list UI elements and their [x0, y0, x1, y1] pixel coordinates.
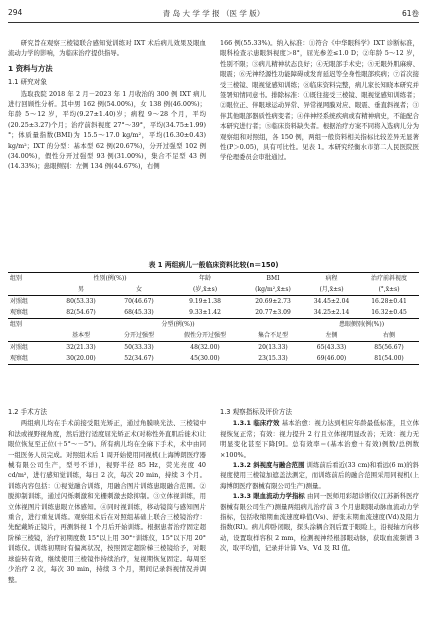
th-type: 分型(例(%)) [161, 321, 195, 328]
th-angle-unit: (°,x̄±s) [359, 284, 419, 296]
right-column-top [220, 38, 419, 163]
journal-title: 青 岛 大 学 学 报 （医 学 版） [162, 9, 265, 18]
th-left: 左侧 [304, 330, 359, 342]
th-sex: 性别(例(%)) [52, 273, 168, 285]
table-row: 对照组 80(53.33) 70(46.67) 9.19±1.38 20.69±2.73 34.45±2.04 16.28±0.41 [10, 298, 407, 305]
hemodynamics-text: 由同一医师用彩超诊断仪(江苏新科医疗器械有限公司生产)测量两组病儿治疗前 3 个月患眼眼动脉血流动力学指标，包括收缩期血流速度峰值(Vs)、舒张末期血流速度(Vd)及阻力指数(RI)。病儿仰卧闭眼，探头涂耦合剂后置于眼睑上，沿视轴方向移动，设置取样容积 2 mm，检测视神经根部眼动脉，获取血流频谱 3 次，取平均值，记录并计算 Vs、Vd 及 RI 值。 [220, 492, 419, 553]
th-convergence: 集合不足型 [242, 330, 304, 342]
th-basic: 基本型 [52, 330, 110, 342]
th-course-unit: (月,x̄±s) [304, 284, 359, 296]
right-column-bottom [220, 404, 419, 554]
table-caption: 表 1 两组病儿一般临床资料比较(n＝150) [148, 261, 279, 269]
th-right: 右侧 [359, 330, 419, 342]
table-row: 观察组 82(54.67) 68(45.33) 9.33±1.42 20.77±3.09 34.25±2.14 16.32±0.45 [8, 307, 419, 319]
th-group-2: 组别 [10, 321, 23, 328]
subsection-1-3-2-title: 1.3.2 斜视度与融合范围 [232, 461, 305, 470]
criteria-paragraph: 166 例(55.33%)。纳入标准：①符合《中华眼科学》IXT 诊断标准，眼科检查示患眼斜视度＞8°，屈光参差≤1.0 D；②年龄 5～12 岁，性别不限；③病儿精神状态良好；④无眼部手术史；⑤无眼外肌麻痹、眼震；⑥无神经源性功能障碍或发育延迟等全身性眼部疾病；⑦首次接受三棱镜、眼视觉感知训练；⑧临床资料完整，病儿家长知晓本研究并签署知情同意书。排除标准：①既往接受三棱镜、眼视觉感知训练者；②眼位正、伴眼球运动异常、异常视网膜对应、眼震、垂直斜视者；③伴其他眼部器质性病变者；④伴神经系统疾病或有精神病史，不能配合本研究进行者；⑤临床资料缺失者。根据治疗方案不同将入选病儿分为观察组和对照组，各 150 例，两组一般资料相关指标比较差异无显著性(P＞0.05)，具有可比性。见表 1。本研究经衡水市第二人民医院医学伦理委员会审批通过。 [220, 39, 419, 162]
left-column-bottom [8, 404, 206, 585]
th-group: 组别 [8, 273, 52, 285]
subjects-paragraph: 选取我院 2018 年 2 月－2023 年 1 月收治的 300 例 IXT 病儿进行回顾性分析。其中男 162 例(54.00%)，女 138 例(46.00%)；年龄 5～12 岁，平均(9.27±1.40)岁；病程 9～28 个月，平均(20.25±3.27)个月；治疗前斜视度 27°～39°，平均(34.75±1.99)°；体质量指数(BMI)为 15.5～17.0 kg/m²，平均(16.30±0.43) kg/m²；IXT 的分型：基本型 62 例(20.67%)，分开过强型 102 例(34.00%)，假性分开过强型 93 例(31.00%)，集合不足型 43 例(14.33%)；患眼侧别：左侧 134 例(44.67%)，右侧 [8, 89, 206, 171]
running-header [8, 8, 419, 20]
table-row: 对照组 32(21.33) 50(33.33) 48(32.00) 20(13.33) 65(43.33) 85(56.67) [10, 344, 404, 351]
th-divergence: 分开过强型 [110, 330, 168, 342]
section-1-1-heading: 1.1 研究对象 [8, 78, 47, 87]
section-1-2-heading: 1.2 手术方法 [8, 408, 47, 416]
efficacy-text: 基本治愈：视力达到相应年龄最低标准，且立体视恢复正常；有效：视力提升 2 行且立体视明显改善；无效：视力无明显变化甚至下降[9]。总有效率＝(基本治愈＋有效)例数/总例数×100%。 [220, 419, 419, 459]
volume-label: 61卷 [401, 9, 419, 18]
page-number: 294 [8, 8, 23, 17]
section-1-heading: 1 资料与方法 [8, 63, 53, 73]
th-side: 患眼侧别(例(%)) [338, 321, 385, 328]
th-bmi-unit: (kg/m²,x̄±s) [242, 284, 304, 296]
subsection-1-3-3-title: 1.3.3 眼血流动力学指标 [232, 492, 305, 501]
header-rule [8, 22, 419, 23]
th-pseudo: 假性分开过强型 [168, 330, 242, 342]
th-angle: 治疗前斜视度 [359, 273, 419, 285]
left-column-top [8, 38, 206, 172]
table-1 [8, 259, 419, 365]
subsection-1-3-1-title: 1.3.1 临床疗效 [232, 419, 280, 428]
th-female: 女 [110, 284, 168, 296]
strabismus-text: 训练前后看近(33 cm)和看远(6 m)的斜视度使用三棱镜加遮盖法测定，而训练前后的融合范围采用同视机(上海博朗医疗器械有限公司生产)测量。 [220, 461, 419, 490]
surgery-paragraph: 两组病儿均在手术前接受阻光矫正，通过角膜映光法、三棱镜中和法或视野视角度，然后进行适度屈光矫正术(对称性外直肌后徙术)让眼位恢复至正位(＋5°～－5°)。所有病儿均在全麻下手术，术中由同一组医务人员完成。对照组术后 1 周开始使用同视机(上海博朗医疗器械有限公司生产，型号不详)，视野半径 85 Hz，荧光亮度 40 cd/m²，进行感知觉训练，每日 2 次，每次 20 min，持续 3 个月。训练内容包括：①视觉融合训练，用融合图片训练患眼融合范围。②脱抑制训练，通过闪烁刺激和光栅刺激去除抑制。③立体视训练，用立体视图片训练患眼立体感知。④同时视训练，移动镜筒与感知图片重合，进行重复训练。观察组术后在对照组基础上联合三棱镜治疗：先配戴矫正镜片，再测斜视 1 个月后开始训练。根据患者治疗固定超阶梯三棱镜，治疗初期度数 15°以上用 30°⁺训练仪，15°以下用 20°训练仪。训练初期时有偏离状况，按照固定超阶梯三棱镜给予，对眼球旋转有效，继续使用三棱镜作持续治疗，复视期恢复固定。每周至少治疗 2 次，每次 30 min，持续 3 个月，期间记录斜视情况并调整。 [8, 419, 206, 584]
clinical-data-table [8, 272, 419, 365]
intro-tail-paragraph: 研究旨在观察三棱镜联合感知觉训练对 IXT 术后病儿效果及眼血流动力学的影响，为临床治疗提供指导。 [8, 39, 206, 58]
th-course: 病程 [304, 273, 359, 285]
th-male: 男 [52, 284, 110, 296]
th-age: 年龄 [168, 273, 242, 285]
th-bmi: BMI [242, 273, 304, 285]
section-1-3-heading: 1.3 观察指标及评价方法 [220, 408, 292, 416]
th-age-unit: (岁,x̄±s) [168, 284, 242, 296]
table-row: 观察组 30(20.00) 52(34.67) 45(30.00) 23(15.33) 69(46.00) 81(54.00) [8, 353, 419, 365]
